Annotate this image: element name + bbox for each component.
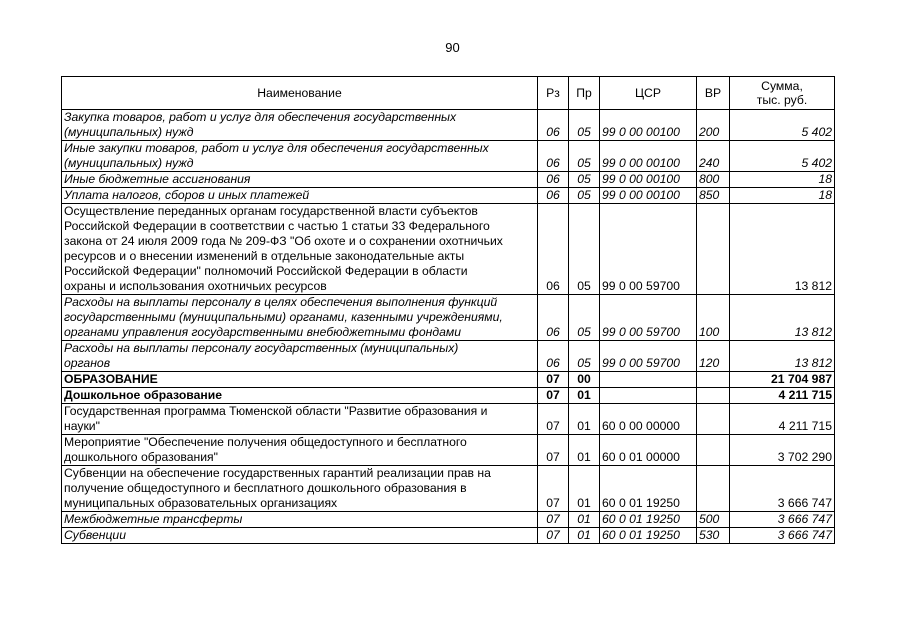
cell-sum: 18 xyxy=(730,172,835,188)
header-sum: Сумма, тыс. руб. xyxy=(730,77,835,110)
cell-sum: 3 666 747 xyxy=(730,466,835,512)
cell-pr: 05 xyxy=(569,341,600,372)
cell-csr: 99 0 00 59700 xyxy=(600,341,697,372)
cell-csr: 99 0 00 00100 xyxy=(600,172,697,188)
cell-rz: 07 xyxy=(538,372,569,388)
cell-rz: 07 xyxy=(538,512,569,528)
header-pr: Пр xyxy=(569,77,600,110)
cell-csr: 99 0 00 59700 xyxy=(600,204,697,295)
cell-name: Субвенции на обеспечение государственных гарантий реализации прав на получение общедоступного и бесплатного дошкольного образования в муниципальных образовательных организациях xyxy=(62,466,538,512)
cell-name: Государственная программа Тюменской области "Развитие образования и науки" xyxy=(62,404,538,435)
cell-name: Субвенции xyxy=(62,528,538,544)
table-row xyxy=(62,110,835,141)
cell-pr: 05 xyxy=(569,172,600,188)
cell-sum: 3 666 747 xyxy=(730,528,835,544)
cell-rz: 07 xyxy=(538,435,569,466)
cell-sum: 3 666 747 xyxy=(730,512,835,528)
table-row xyxy=(62,512,835,528)
cell-name: Иные бюджетные ассигнования xyxy=(62,172,538,188)
cell-csr: 99 0 00 00100 xyxy=(600,141,697,172)
cell-csr: 60 0 01 19250 xyxy=(600,466,697,512)
cell-csr: 60 0 00 00000 xyxy=(600,404,697,435)
table-row xyxy=(62,466,835,512)
cell-rz: 06 xyxy=(538,188,569,204)
cell-name: Расходы на выплаты персоналу в целях обеспечения выполнения функций государственными (муниципальными) органами, казенными учреждениями, органами управления государственными внебюджетными фондами xyxy=(62,295,538,341)
cell-pr: 00 xyxy=(569,372,600,388)
cell-csr: 99 0 00 00100 xyxy=(600,188,697,204)
header-rz: Рз xyxy=(538,77,569,110)
header-name: Наименование xyxy=(62,77,538,110)
cell-rz: 07 xyxy=(538,388,569,404)
table-row xyxy=(62,341,835,372)
cell-pr: 01 xyxy=(569,388,600,404)
cell-pr: 05 xyxy=(569,141,600,172)
cell-csr: 60 0 01 19250 xyxy=(600,512,697,528)
cell-pr: 05 xyxy=(569,204,600,295)
table-row xyxy=(62,295,835,341)
cell-sum: 3 702 290 xyxy=(730,435,835,466)
cell-rz: 06 xyxy=(538,110,569,141)
table-row xyxy=(62,372,835,388)
cell-vr xyxy=(697,388,730,404)
table-row xyxy=(62,404,835,435)
cell-name: Расходы на выплаты персоналу государственных (муниципальных) органов xyxy=(62,341,538,372)
cell-name: Межбюджетные трансферты xyxy=(62,512,538,528)
cell-pr: 05 xyxy=(569,110,600,141)
cell-vr xyxy=(697,466,730,512)
cell-csr: 99 0 00 00100 xyxy=(600,110,697,141)
cell-name: Мероприятие "Обеспечение получения общедоступного и бесплатного дошкольного образования" xyxy=(62,435,538,466)
cell-vr: 100 xyxy=(697,295,730,341)
cell-pr: 01 xyxy=(569,404,600,435)
cell-name: Закупка товаров, работ и услуг для обеспечения государственных (муниципальных) нужд xyxy=(62,110,538,141)
cell-csr: 99 0 00 59700 xyxy=(600,295,697,341)
cell-sum: 5 402 xyxy=(730,110,835,141)
cell-sum: 13 812 xyxy=(730,204,835,295)
cell-vr: 120 xyxy=(697,341,730,372)
cell-sum: 4 211 715 xyxy=(730,388,835,404)
table-row xyxy=(62,435,835,466)
cell-rz: 06 xyxy=(538,172,569,188)
header-csr: ЦСР xyxy=(600,77,697,110)
cell-name: Иные закупки товаров, работ и услуг для обеспечения государственных (муниципальных) нужд xyxy=(62,141,538,172)
cell-name: Дошкольное образование xyxy=(62,388,538,404)
cell-pr: 01 xyxy=(569,466,600,512)
cell-rz: 07 xyxy=(538,466,569,512)
cell-vr: 530 xyxy=(697,528,730,544)
cell-vr: 850 xyxy=(697,188,730,204)
cell-sum: 13 812 xyxy=(730,341,835,372)
cell-name: ОБРАЗОВАНИЕ xyxy=(62,372,538,388)
cell-sum: 21 704 987 xyxy=(730,372,835,388)
table-row xyxy=(62,188,835,204)
table-header-row xyxy=(62,77,835,110)
cell-rz: 07 xyxy=(538,528,569,544)
cell-rz: 06 xyxy=(538,204,569,295)
cell-pr: 05 xyxy=(569,295,600,341)
cell-sum: 4 211 715 xyxy=(730,404,835,435)
page-number: 90 xyxy=(445,40,460,55)
cell-vr xyxy=(697,435,730,466)
header-vr: ВР xyxy=(697,77,730,110)
cell-vr: 240 xyxy=(697,141,730,172)
cell-name: Осуществление переданных органам государственной власти субъектов Российской Федерации в соответствии с частью 1 статьи 33 Федерального закона от 24 июля 2009 года № 209-ФЗ "Об охоте и о сохранении охотничьих ресурсов и о внесении изменений в отдельные законодательные акты Российской Федерации" полномочий Российской Федерации в области охраны и использования охотничьих ресурсов xyxy=(62,204,538,295)
cell-sum: 18 xyxy=(730,188,835,204)
cell-vr xyxy=(697,404,730,435)
table-row xyxy=(62,204,835,295)
cell-rz: 06 xyxy=(538,341,569,372)
budget-table xyxy=(61,76,835,544)
table-row xyxy=(62,172,835,188)
cell-vr xyxy=(697,372,730,388)
cell-sum: 5 402 xyxy=(730,141,835,172)
cell-rz: 07 xyxy=(538,404,569,435)
table-row xyxy=(62,528,835,544)
cell-vr: 500 xyxy=(697,512,730,528)
cell-name: Уплата налогов, сборов и иных платежей xyxy=(62,188,538,204)
cell-vr xyxy=(697,204,730,295)
cell-csr xyxy=(600,388,697,404)
cell-vr: 800 xyxy=(697,172,730,188)
table-row xyxy=(62,141,835,172)
cell-pr: 01 xyxy=(569,512,600,528)
cell-csr: 60 0 01 19250 xyxy=(600,528,697,544)
cell-pr: 05 xyxy=(569,188,600,204)
cell-rz: 06 xyxy=(538,141,569,172)
cell-csr: 60 0 01 00000 xyxy=(600,435,697,466)
cell-sum: 13 812 xyxy=(730,295,835,341)
cell-pr: 01 xyxy=(569,435,600,466)
cell-rz: 06 xyxy=(538,295,569,341)
table-row xyxy=(62,388,835,404)
cell-csr xyxy=(600,372,697,388)
cell-pr: 01 xyxy=(569,528,600,544)
cell-vr: 200 xyxy=(697,110,730,141)
